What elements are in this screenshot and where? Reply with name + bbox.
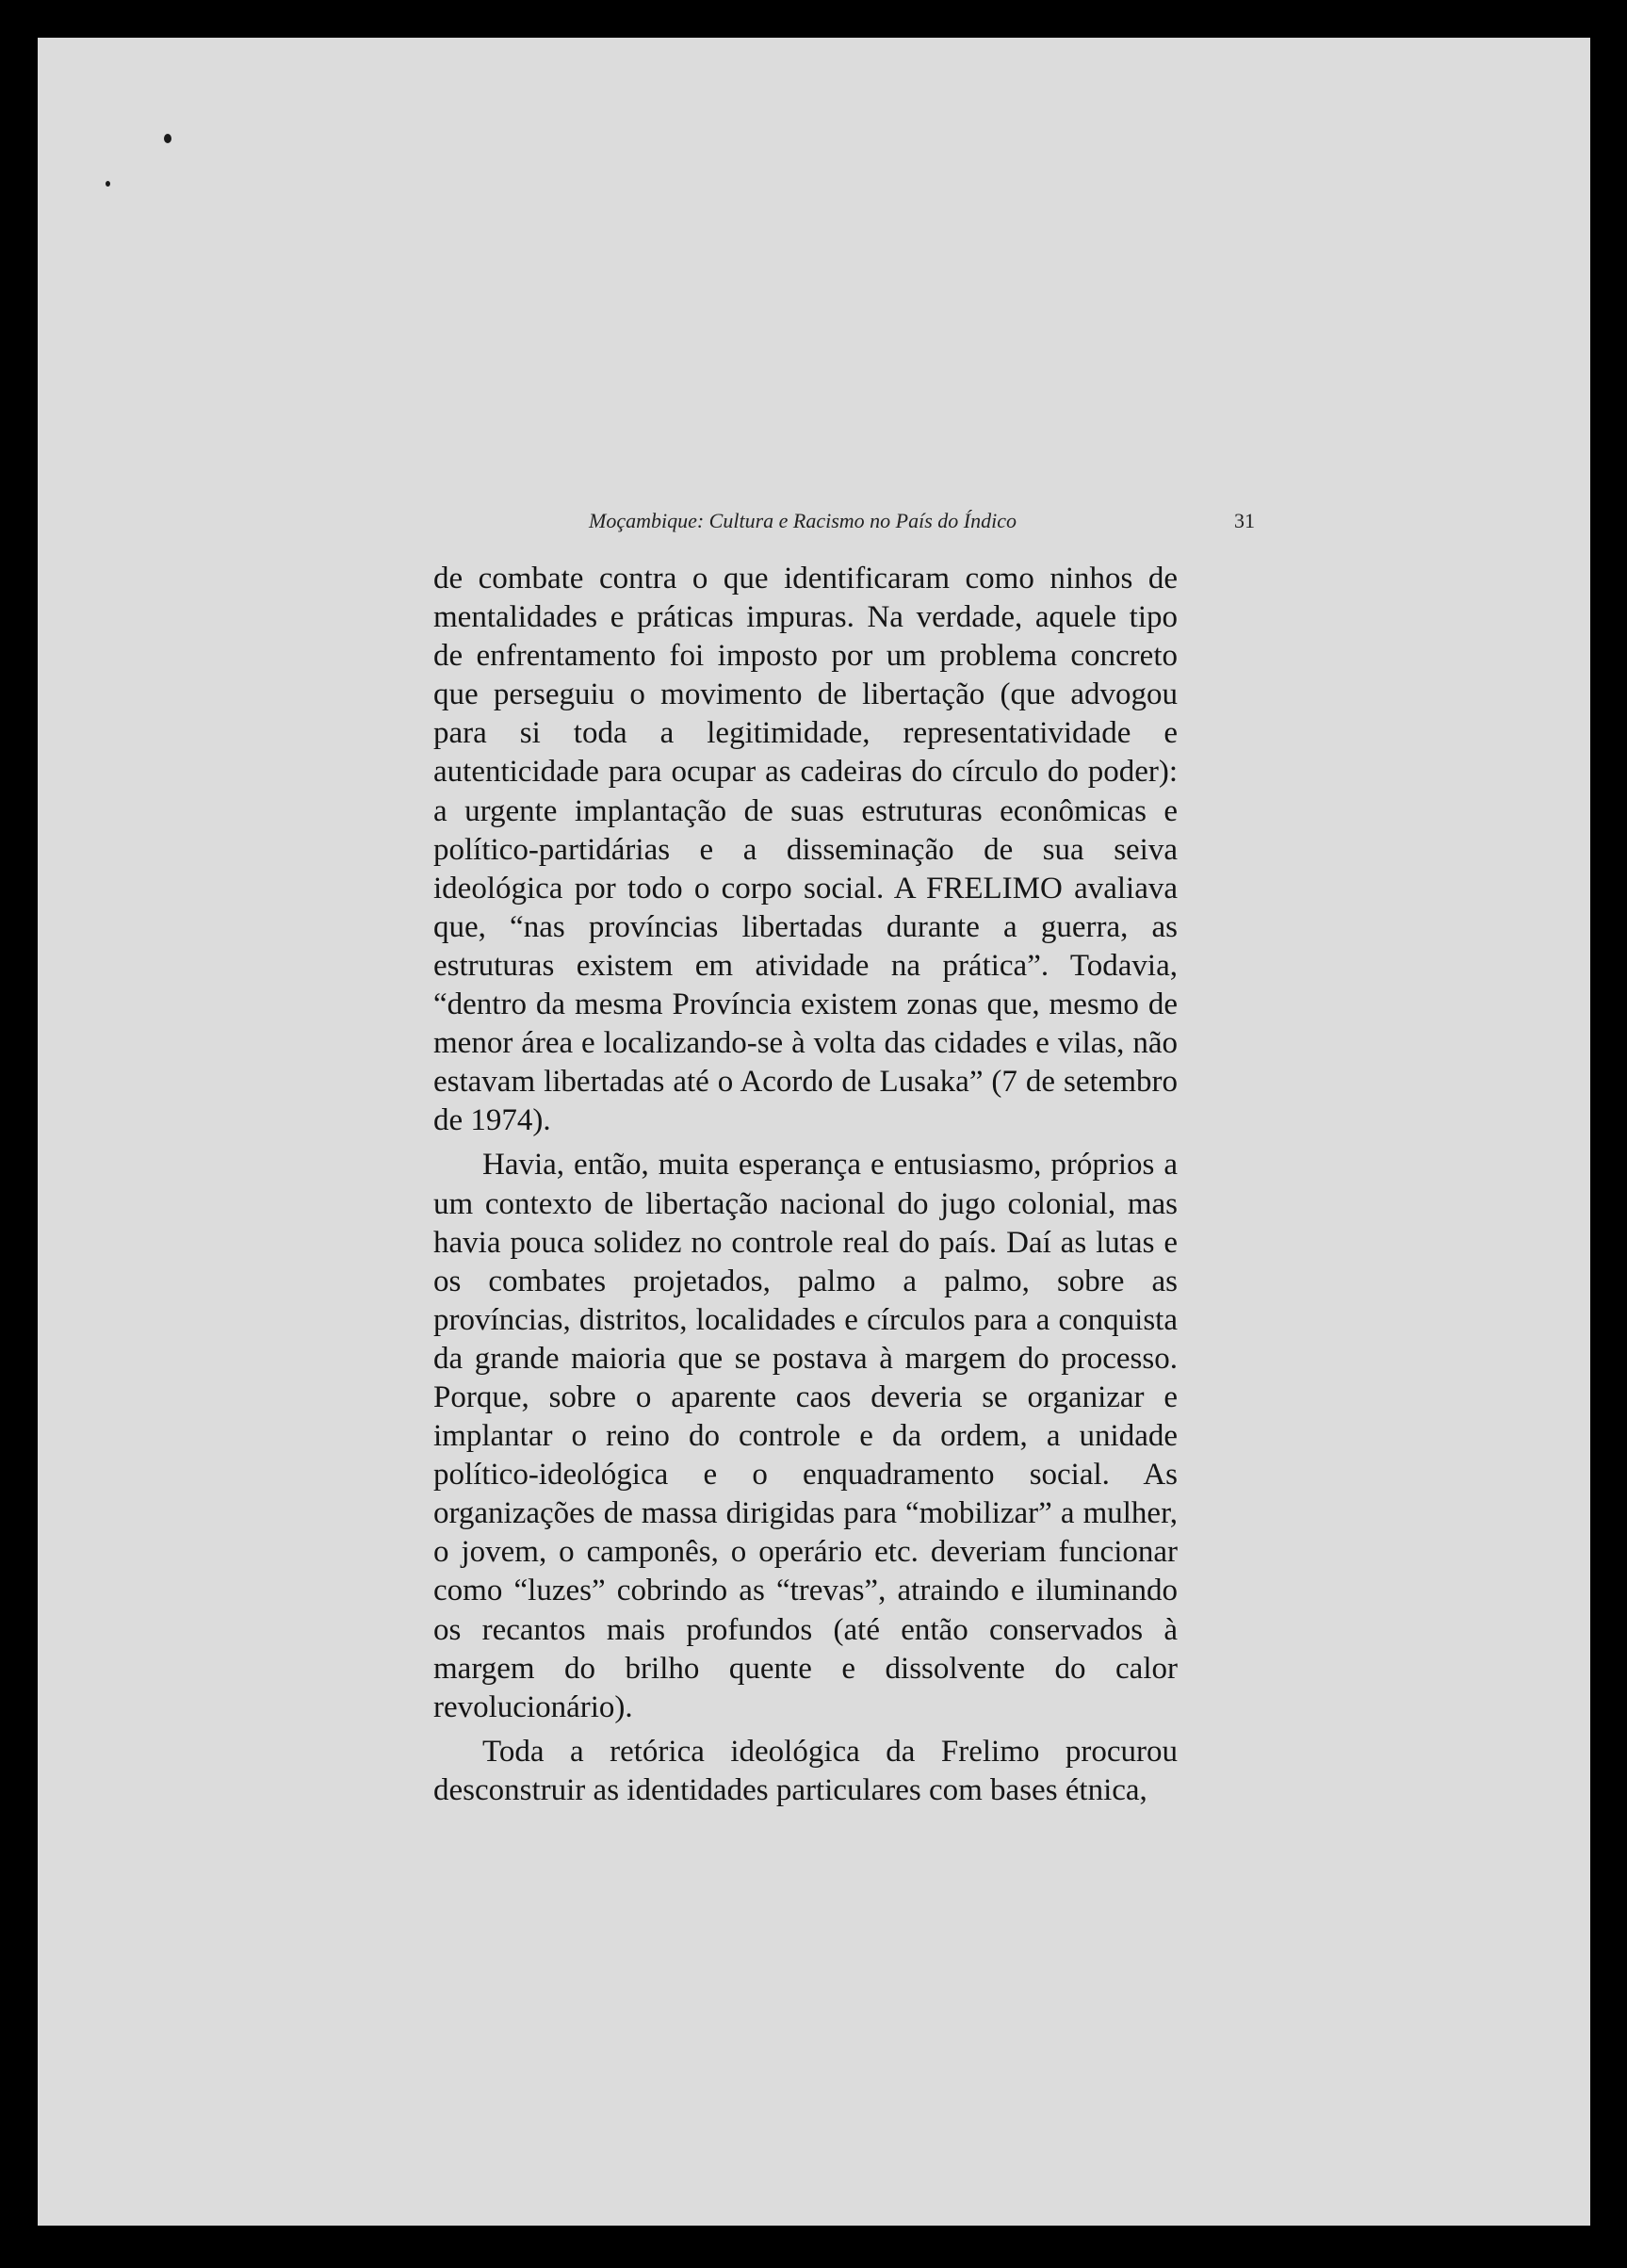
body-text bbox=[433, 560, 1178, 1810]
scanned-page bbox=[38, 38, 1590, 2226]
paragraph: de combate contra o que identificaram como ninhos de mentalidades e práticas impuras. Na verdade, aquele tipo de enfrentamento foi imposto por um problema concreto que perseguiu o movimento de libertação (que advogou para si toda a legitimidade, representatividade e autenticidade para ocupar as cadeiras do círculo do poder): a urgente implantação de suas estruturas econômicas e político-partidárias e a disseminação de sua seiva ideológica por todo o corpo social. A FRELIMO avaliava que, “nas províncias libertadas durante a guerra, as estruturas existem em atividade na prática”. Todavia, “dentro da mesma Província existem zonas que, mesmo de menor área e localizando-se à volta das cidades e vilas, não estavam libertadas até o Acordo de Lusaka” (7 de setembro de 1974). bbox=[433, 562, 1178, 1138]
page-number: 31 bbox=[1234, 509, 1255, 532]
paragraph: Havia, então, muita esperança e entusiasmo, próprios a um contexto de libertação nacional do jugo colonial, mas havia pouca solidez no controle real do país. Daí as lutas e os combates projetados, palmo a palmo, sobre as províncias, distritos, localidades e círculos para a conquista da grande maioria que se postava à margem do processo. Porque, sobre o aparente caos deveria se organizar e implantar o reino do controle e da ordem, a unidade político-ideológica e o enquadramento social. As organizações de massa dirigidas para “mobilizar” a mulher, o jovem, o camponês, o operário etc. deveriam funcionar como “luzes” cobrindo as “trevas”, atraindo e iluminando os recantos mais profundos (até então conservados à margem do brilho quente e dissolvente do calor revolucionário). bbox=[433, 1148, 1178, 1724]
ink-speck bbox=[106, 181, 110, 187]
running-title: Moçambique: Cultura e Racismo no País do Índico bbox=[589, 509, 1017, 532]
paragraph: Toda a retórica ideológica da Frelimo procurou desconstruir as identidades particulares com bases étnica, bbox=[433, 1734, 1178, 1807]
running-header bbox=[433, 509, 1255, 547]
ink-speck bbox=[164, 134, 171, 143]
